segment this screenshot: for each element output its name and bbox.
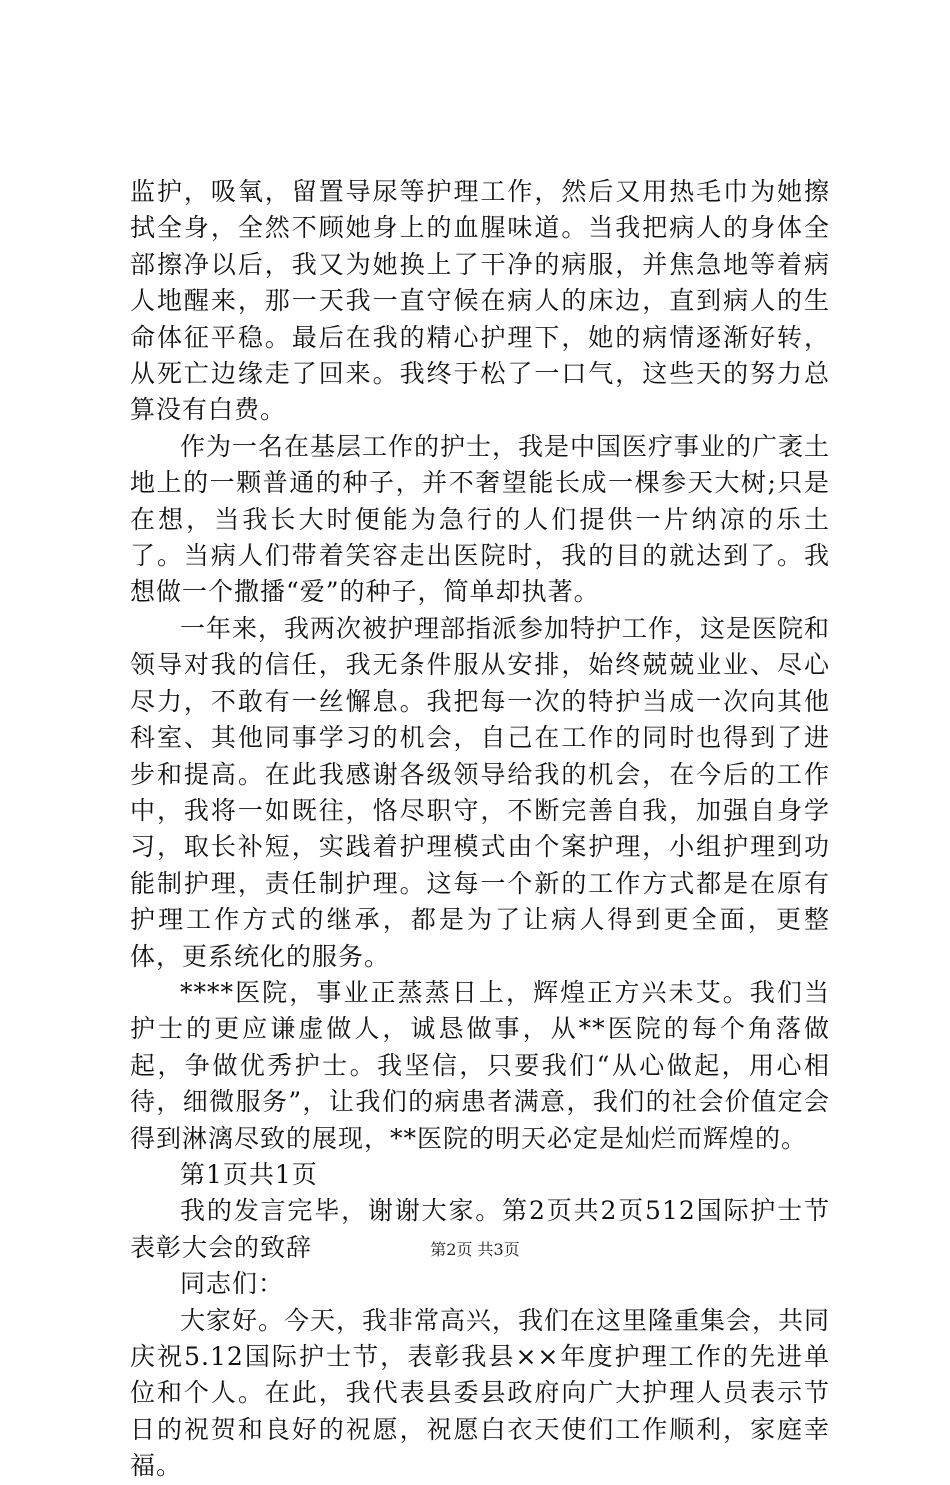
paragraph-nursing-care-story: 监护，吸氧，留置导尿等护理工作，然后又用热毛巾为她擦拭全身，全然不顾她身上的血腥味道。当我把病人的身体全部擦净以后，我又为她换上了干净的病服，并焦急地等着病人地醒来，那一天我一直守候在病人的床边，直到病人的生命体征平稳。最后在我的精心护理下，她的病情逐渐好转，从死亡边缘走了回来。我终于松了一口气，这些天的努力总算没有白费。 <box>130 177 830 425</box>
paragraph-hospital-future: ****医院，事业正蒸蒸日上，辉煌正方兴未艾。我们当护士的更应谦虚做人，诚恳做事，从**医院的每个角落做起，争做优秀护士。我坚信，只要我们“从心做起，用心相待，细微服务”，让我们的病患者满意，我们的社会价值定会得到淋漓尽致的展现，**医院的明天必定是灿烂而辉煌的。 <box>130 977 830 1153</box>
paragraph-speech-end-and-title: 我的发言完毕，谢谢大家。第2页共2页512国际护士节表彰大会的致辞 <box>130 1196 830 1262</box>
paragraph-page-marker: 第1页共1页 <box>180 1159 318 1189</box>
paragraph-grassroots-nurse: 作为一名在基层工作的护士，我是中国医疗事业的广袤土地上的一颗普通的种子，并不奢望能长成一棵参天大树;只是在想，当我长大时便能为急行的人们提供一片纳凉的乐土了。当病人们带着笑容走出医院时，我的目的就达到了。我想做一个撒播“爱”的种子，简单却执著。 <box>130 431 831 607</box>
page-footer <box>0 1240 950 1260</box>
paragraph-greeting-opening: 大家好。今天，我非常高兴，我们在这里隆重集会，共同庆祝5.12国际护士节，表彰我县××年度护理工作的先进单位和个人。在此，我代表县委县政府向广大护理人员表示节日的祝贺和良好的祝愿，祝愿白衣天使们工作顺利，家庭幸福。 <box>130 1305 831 1481</box>
page-number-label: 第2页 共3页 <box>430 1240 520 1259</box>
paragraph-salutation: 同志们： <box>180 1269 285 1299</box>
document-body <box>130 174 830 1485</box>
paragraph-special-care-work: 一年来，我两次被护理部指派参加特护工作，这是医院和领导对我的信任，我无条件服从安排，始终兢兢业业、尽心尽力，不敢有一丝懈息。我把每一次的特护当成一次向其他科室、其他同事学习的机会，自己在工作的同时也得到了进步和提高。在此我感谢各级领导给我的机会，在今后的工作中，我将一如既往，恪尽职守，不断完善自我，加强自身学习，取长补短，实践着护理模式由个案护理，小组护理到功能制护理，责任制护理。这每一个新的工作方式都是在原有护理工作方式的继承，都是为了让病人得到更全面，更整体，更系统化的服务。 <box>130 613 831 971</box>
